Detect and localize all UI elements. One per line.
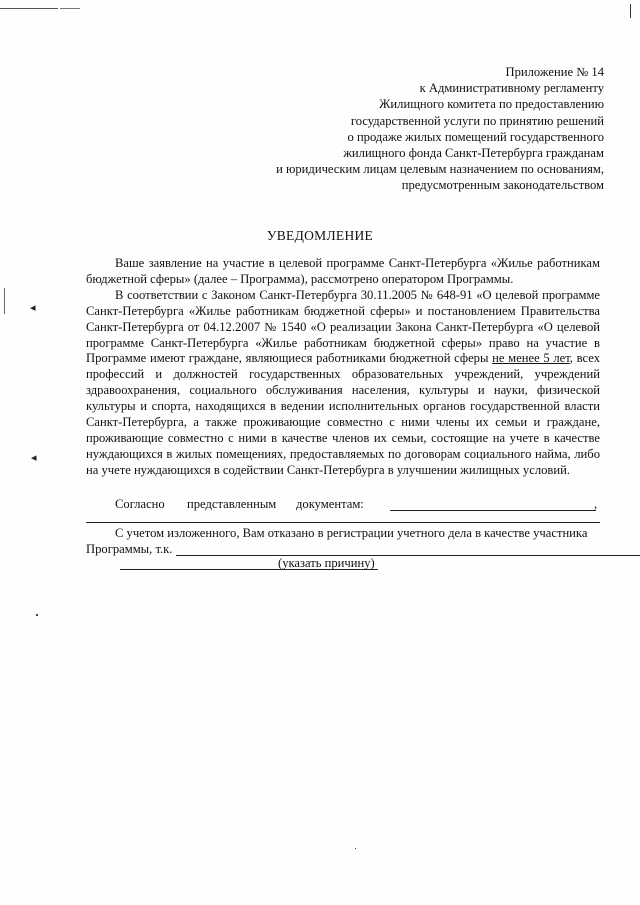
scan-speck xyxy=(355,848,356,849)
refusal-text: С учетом изложенного, Вам отказано в регистрации учетного дела в качестве участника xyxy=(115,526,588,540)
because-label: Программы, т.к. xyxy=(86,542,173,556)
documents-comma: , xyxy=(594,497,598,511)
header-line: жилищного фонда Санкт-Петербурга гражданам xyxy=(343,146,604,161)
scan-artifact-line xyxy=(0,8,58,9)
legal-basis-continuation: , всех профессий и должностей государственных образовательных учреждений, учреждений здравоохранения, социального обслуживания населения, культуры и науки, физической культуры и спорта, находящихся в ведении исполнительных органов государственной власти Санкт-Петербурга, а также проживающие совместно с ними члены их семьи и граждане, проживающие совместно с ними в качестве членов их семьи, состоящие на учете в качестве нуждающихся в жилых помещениях, предоставляемых по договорам социального найма, либо на учете нуждающихся в содействии Санкт-Петербурга в улучшении жилищных условий. xyxy=(86,351,600,477)
header-line: государственной услуги по принятию решений xyxy=(350,113,604,128)
scan-speck xyxy=(36,614,38,616)
header-line: Жилищного комитета по предоставлению xyxy=(379,97,604,112)
hole-punch-mark: ◂ xyxy=(30,302,36,314)
reason-caption-row xyxy=(120,556,380,572)
notice-body xyxy=(86,256,600,479)
scan-artifact-margin-mark xyxy=(4,288,5,314)
blank-fill-line xyxy=(86,522,600,523)
scan-artifact-tick xyxy=(630,4,631,18)
header-line: Приложение № 14 xyxy=(505,65,604,79)
header-line: предусмотренным законодательством xyxy=(401,178,604,193)
header-line: и юридическим лицам целевым назначением по основаниям, xyxy=(276,162,604,177)
agree-word: представленным xyxy=(187,497,277,511)
appendix-header xyxy=(224,64,604,194)
paragraph-legal-basis xyxy=(86,288,600,479)
document-title: УВЕДОМЛЕНИЕ xyxy=(266,228,374,243)
refusal-paragraph xyxy=(86,526,600,542)
service-length-underlined: не менее 5 лет xyxy=(492,351,570,366)
header-line: о продаже жилых помещений государственного xyxy=(347,129,604,144)
agree-word: Согласно xyxy=(115,497,165,511)
reason-caption: (указать причину) xyxy=(278,556,375,570)
hole-punch-mark: ◂ xyxy=(31,452,37,464)
documents-row xyxy=(86,497,600,513)
agree-word: документам: xyxy=(296,497,364,511)
scan-artifact-line xyxy=(60,8,80,9)
paragraph-application-reviewed: Ваше заявление на участие в целевой программе Санкт-Петербурга «Жилье работникам бюджетной сферы» (далее – Программа), рассмотрено оператором Программы. xyxy=(86,256,600,286)
documents-blank-line xyxy=(390,510,596,511)
legal-basis-text: В соответствии с Законом Санкт-Петербурга 30.11.2005 № 648-91 «О целевой программе Санкт-Петербурга «Жилье работникам бюджетной сферы» и постановлением Правительства Санкт-Петербурга от 04.12.2007 № 1540 «О реализации Закона Санкт-Петербурга «О целевой программе Санкт-Петербурга «Жилье работникам бюджетной сферы» право на участие в Программе имеют граждане, являющиеся работниками бюджетной сферы xyxy=(86,287,600,366)
header-line: к Административному регламенту xyxy=(419,81,604,96)
